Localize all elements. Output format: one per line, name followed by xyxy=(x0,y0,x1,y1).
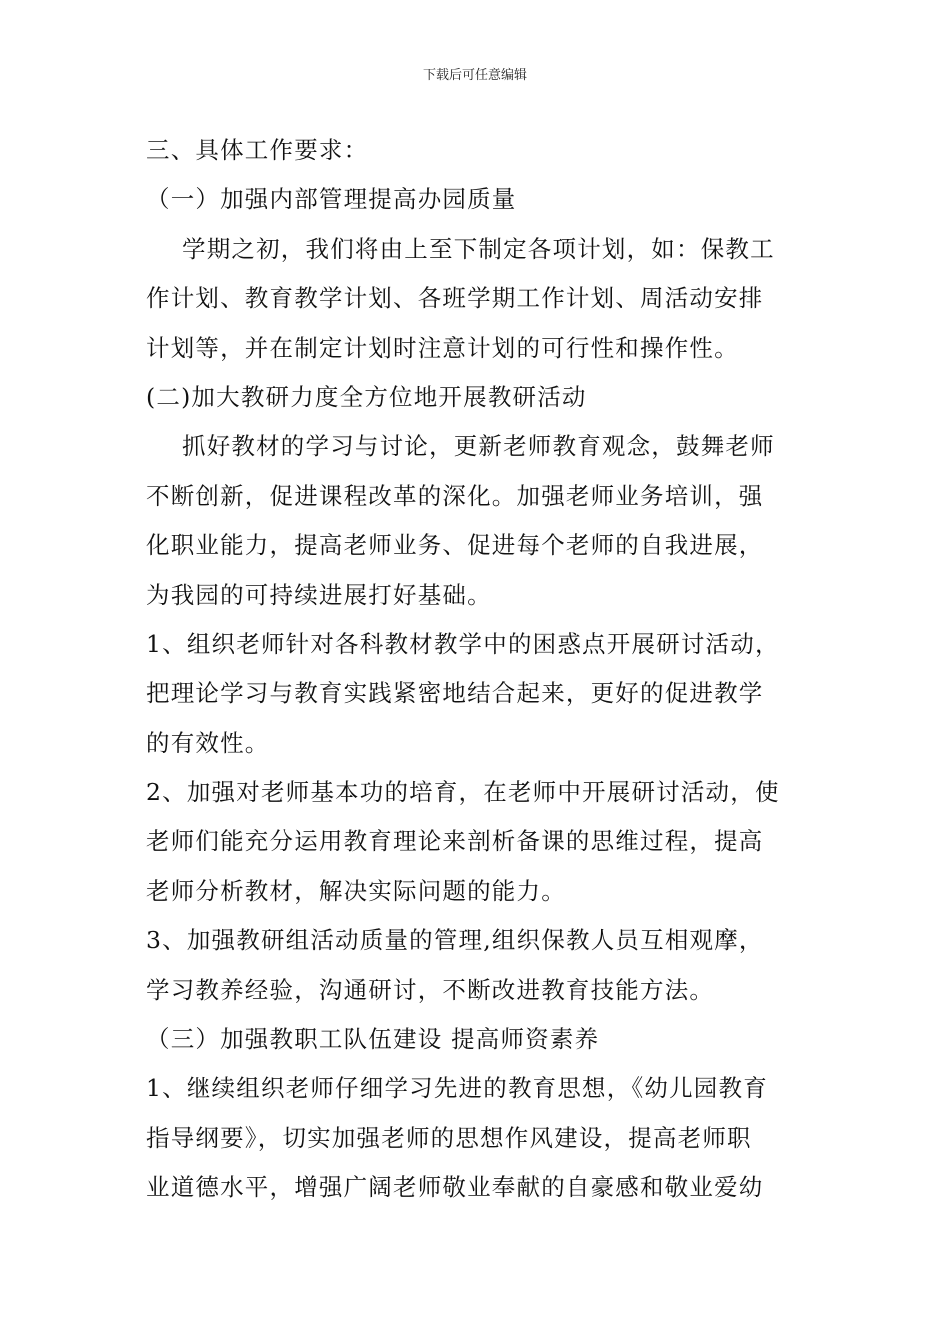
list-item-line: 业道德水平，增强广阔老师敬业奉献的自豪感和敬业爱幼 xyxy=(146,1173,764,1202)
paragraph-line: 不断创新，促进课程改革的深化。加强老师业务培训，强 xyxy=(146,481,764,510)
list-item-line: 学习教养经验，沟通研讨，不断改进教育技能方法。 xyxy=(146,975,715,1004)
list-item-line: 2、加强对老师基本功的培育，在老师中开展研讨活动，使 xyxy=(146,778,780,807)
paragraph-line: 化职业能力，提高老师业务、促进每个老师的自我进展， xyxy=(146,531,764,560)
paragraph-line: 学期之初，我们将由上至下制定各项计划，如：保教工 xyxy=(182,234,775,263)
paragraph-line: 为我园的可持续进展打好基础。 xyxy=(146,580,492,609)
subsection-heading: （一）加强内部管理提高办园质量 xyxy=(146,185,517,214)
list-item-line: 把理论学习与教育实践紧密地结合起来，更好的促进教学 xyxy=(146,679,764,708)
list-item-line: 的有效性。 xyxy=(146,728,270,757)
list-item-line: 老师们能充分运用教育理论来剖析备课的思维过程，提高 xyxy=(146,827,764,856)
page-header: 下载后可任意编辑 xyxy=(422,68,527,83)
document-body xyxy=(146,126,806,1213)
subsection-heading: (二)加大教研力度全方位地开展教研活动 xyxy=(146,382,587,411)
paragraph-line: 计划等，并在制定计划时注意计划的可行性和操作性。 xyxy=(146,333,739,362)
subsection-heading: （三）加强教职工队伍建设 提高师资素养 xyxy=(146,1025,600,1054)
list-item-line: 老师分析教材，解决实际问题的能力。 xyxy=(146,876,566,905)
list-item-line: 3、加强教研组活动质量的管理,组织保教人员互相观摩， xyxy=(146,926,764,955)
section-heading: 三、具体工作要求： xyxy=(146,136,369,164)
list-item-line: 指导纲要》，切实加强老师的思想作风建设，提高老师职 xyxy=(146,1123,752,1152)
list-item-line: 1、组织老师针对各科教材教学中的困惑点开展研讨活动， xyxy=(146,629,780,658)
paragraph-line: 抓好教材的学习与讨论，更新老师教育观念，鼓舞老师 xyxy=(182,432,775,461)
list-item-line: 1、继续组织老师仔细学习先进的教育思想，《幼儿园教育 xyxy=(146,1074,768,1103)
paragraph-line: 作计划、教育教学计划、各班学期工作计划、周活动安排 xyxy=(146,284,764,313)
